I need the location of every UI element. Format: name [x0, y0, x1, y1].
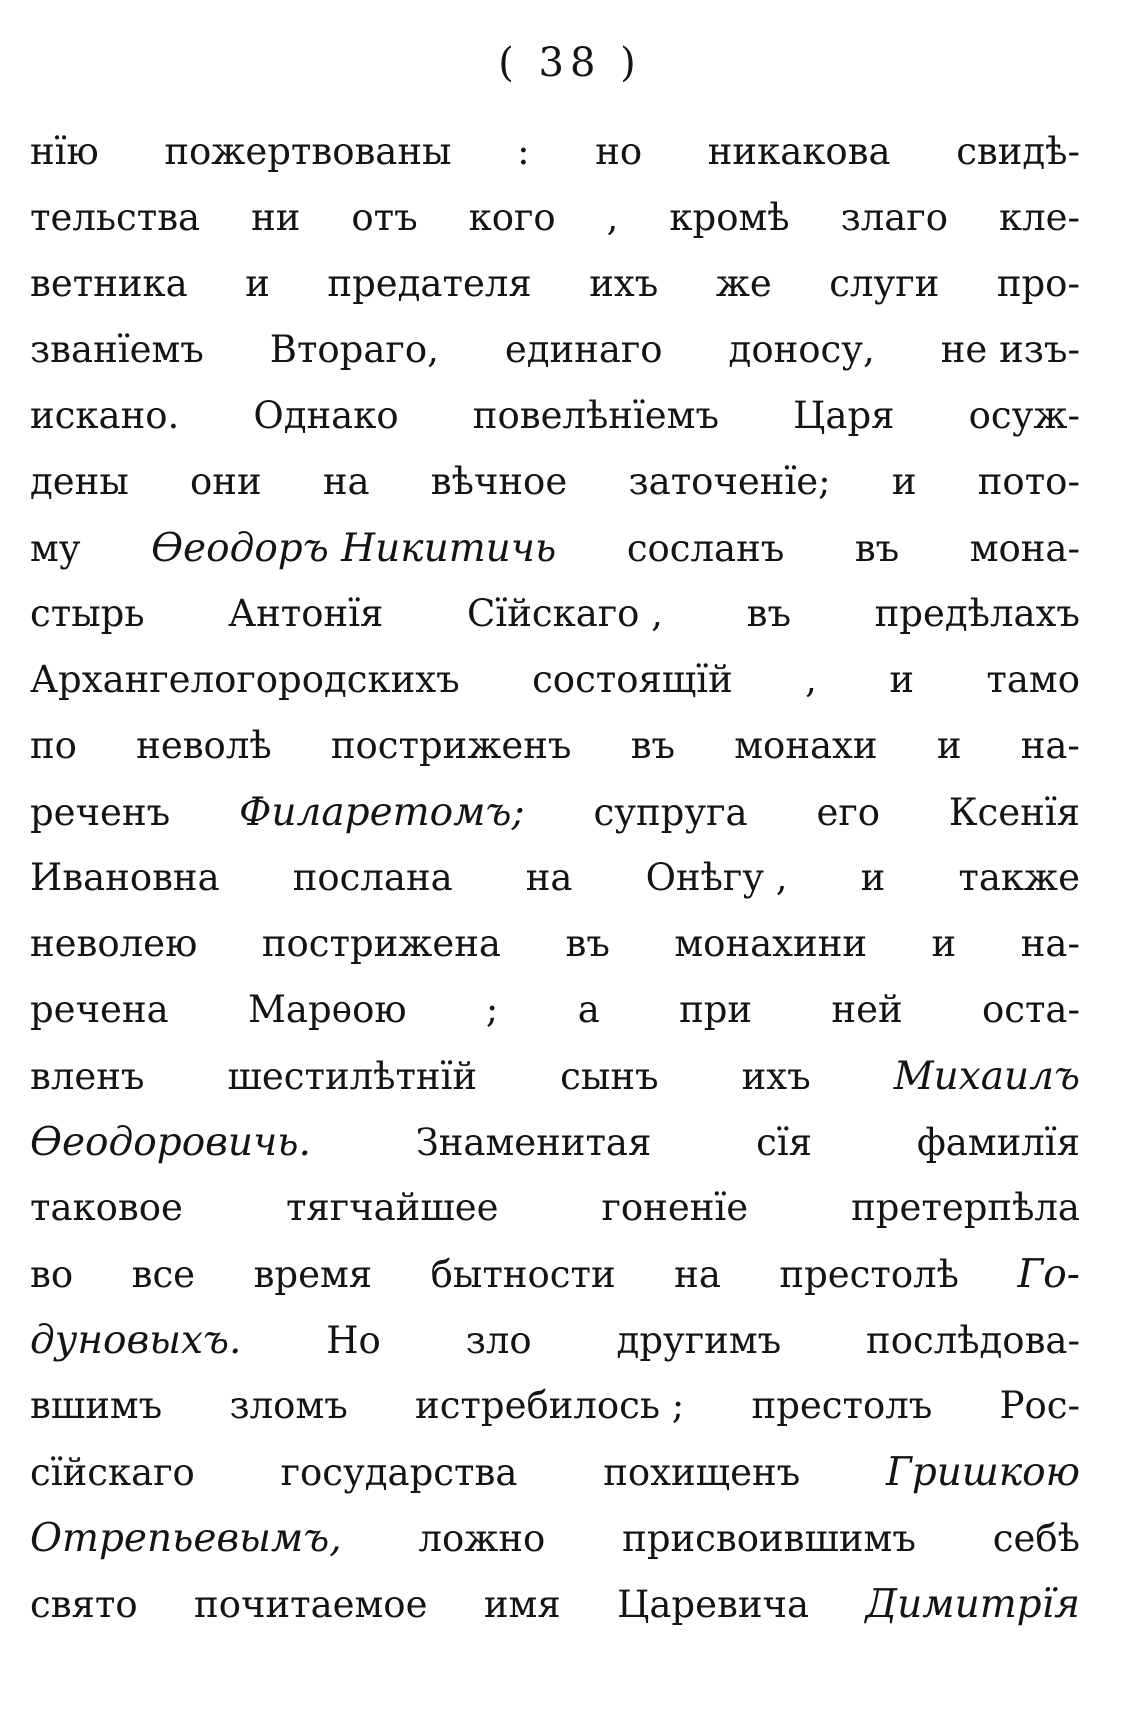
word: злаго [840, 196, 948, 239]
word: свидѣ- [956, 130, 1080, 173]
word: Царя [793, 394, 895, 437]
word: осуж- [968, 394, 1080, 437]
word: при [679, 988, 753, 1031]
text-line [30, 1186, 1080, 1252]
word: вленъ [30, 1055, 145, 1098]
word: Царевича [617, 1583, 810, 1626]
word: Рос- [999, 1384, 1080, 1427]
word: во [30, 1253, 74, 1296]
word: и [860, 856, 886, 899]
italic-name: дуновыхъ. [30, 1318, 242, 1363]
word: бытности [430, 1253, 616, 1296]
word: повелѣнїемъ [472, 394, 719, 437]
italic-name: Гришкою [886, 1450, 1080, 1495]
text-line [30, 526, 1080, 592]
word: а [577, 988, 600, 1031]
word: тельства [30, 196, 201, 239]
text-line [30, 130, 1080, 196]
text-line [30, 460, 1080, 526]
word: послѣдова- [866, 1319, 1080, 1362]
text-line [30, 988, 1080, 1054]
word: единаго [504, 328, 663, 371]
word: Онѣгу , [645, 856, 788, 899]
text-line [30, 1054, 1080, 1120]
word: речена [30, 988, 169, 1031]
word: ихъ [589, 262, 659, 305]
word: также [958, 856, 1080, 899]
page-number: ( 38 ) [498, 40, 642, 86]
word: , [606, 196, 619, 239]
word: отъ [351, 196, 418, 239]
italic-name: Филаретомъ; [239, 790, 525, 835]
word: оста- [981, 988, 1080, 1031]
word: сынъ [560, 1055, 659, 1098]
word: мона- [969, 527, 1080, 570]
word: сосланъ [626, 527, 785, 570]
word: пострижена [261, 922, 501, 965]
word: и [889, 658, 914, 701]
word: ветника [30, 262, 188, 305]
word: ихъ [741, 1055, 811, 1098]
word: не изъ- [940, 328, 1080, 371]
text-line [30, 328, 1080, 394]
word: пото- [977, 460, 1080, 503]
word: Но [326, 1319, 381, 1362]
text-line [30, 1120, 1080, 1186]
word: послана [292, 856, 453, 899]
word: супруга [593, 791, 748, 834]
text-line [30, 922, 1080, 988]
text-line [30, 592, 1080, 658]
word: зло [465, 1319, 532, 1362]
word: въ [565, 922, 610, 965]
word: предателя [327, 262, 532, 305]
word: Втораго, [269, 328, 439, 371]
word: и [891, 460, 917, 503]
word: гоненїе [601, 1186, 749, 1229]
word: на [525, 856, 573, 899]
text-line [30, 856, 1080, 922]
text-line [30, 1516, 1080, 1582]
word: и [936, 724, 962, 767]
word: пожертвованы [164, 130, 452, 173]
word: почитаемое [194, 1583, 428, 1626]
word: монахини [674, 922, 868, 965]
word: престолѣ [779, 1253, 959, 1296]
word: Ивановна [30, 856, 220, 899]
text-line [30, 1582, 1080, 1648]
word: ней [831, 988, 903, 1031]
word: му [30, 527, 81, 570]
word: реченъ [30, 791, 171, 834]
word: дены [30, 460, 129, 503]
word: въ [854, 527, 900, 570]
text-line [30, 658, 1080, 724]
word: монахи [734, 724, 878, 767]
word: престолъ [751, 1384, 933, 1427]
word: все [131, 1253, 196, 1296]
word: Архангелогородскихъ [30, 658, 460, 701]
italic-name: Отрепьевымъ, [30, 1516, 342, 1561]
word: ложно [418, 1517, 546, 1560]
italic-name: Ѳеодоровичь. [30, 1120, 311, 1165]
word: Сїйскаго , [467, 592, 663, 635]
word: искано. [30, 394, 180, 437]
word: , [805, 658, 817, 701]
word: неволѣ [136, 724, 272, 767]
text-line [30, 724, 1080, 790]
word: они [190, 460, 262, 503]
word: государства [280, 1451, 518, 1494]
word: сїя [756, 1121, 813, 1164]
word: вѣчное [430, 460, 568, 503]
word: слуги [829, 262, 940, 305]
word: Марѳою [248, 988, 407, 1031]
word: фамилїя [916, 1121, 1080, 1164]
word: ; [485, 988, 499, 1031]
word: его [816, 791, 881, 834]
word: тамо [986, 658, 1080, 701]
word: состоящїй [532, 658, 733, 701]
word: званїемъ [30, 328, 204, 371]
word: Знаменитая [415, 1121, 652, 1164]
word: и [931, 922, 957, 965]
word: заточенїе; [628, 460, 831, 503]
word: и [245, 262, 270, 305]
word: на [322, 460, 370, 503]
word: предѣлахъ [874, 592, 1080, 635]
text-line [30, 1318, 1080, 1384]
word: никакова [707, 130, 891, 173]
word: время [253, 1253, 373, 1296]
text-body [30, 130, 1080, 1648]
word: присвоившимъ [622, 1517, 916, 1560]
word: претерпѣла [851, 1186, 1080, 1229]
word: кле- [998, 196, 1080, 239]
word: Однако [253, 394, 399, 437]
word: шестилѣтнїй [227, 1055, 478, 1098]
word: похищенъ [603, 1451, 801, 1494]
word: сїйскаго [30, 1451, 195, 1494]
word: въ [746, 592, 791, 635]
word: по [30, 724, 77, 767]
word: другимъ [616, 1319, 782, 1362]
word: Ксенїя [948, 791, 1080, 834]
word: но [595, 130, 643, 173]
word: ни [251, 196, 301, 239]
word: кромѣ [669, 196, 790, 239]
text-line [30, 1252, 1080, 1318]
word: таковое [30, 1186, 183, 1229]
word: неволею [30, 922, 198, 965]
italic-name: Димитрїя [865, 1582, 1080, 1627]
text-line [30, 1450, 1080, 1516]
italic-name: Го- [1017, 1252, 1080, 1297]
word: стырь [30, 592, 145, 635]
word: истребилось ; [415, 1384, 685, 1427]
word: кого [468, 196, 556, 239]
text-line [30, 262, 1080, 328]
word: на [674, 1253, 721, 1296]
word: доносу, [728, 328, 875, 371]
text-line [30, 1384, 1080, 1450]
word: вшимъ [30, 1384, 163, 1427]
word: про- [996, 262, 1080, 305]
word: себѣ [992, 1517, 1080, 1560]
word: : [517, 130, 530, 173]
word: въ [630, 724, 676, 767]
word: Антонїя [228, 592, 384, 635]
word: же [715, 262, 772, 305]
text-line [30, 394, 1080, 460]
italic-name: Михаилъ [893, 1054, 1080, 1099]
word: постриженъ [330, 724, 572, 767]
word: на- [1020, 922, 1080, 965]
italic-name: Ѳеодоръ Никитичь [151, 526, 557, 571]
word: свято [30, 1583, 138, 1626]
text-line [30, 196, 1080, 262]
text-line [30, 790, 1080, 856]
word: на- [1020, 724, 1080, 767]
word: зломъ [229, 1384, 348, 1427]
word: нїю [30, 130, 99, 173]
word: имя [483, 1583, 561, 1626]
word: тягчайшее [285, 1186, 499, 1229]
